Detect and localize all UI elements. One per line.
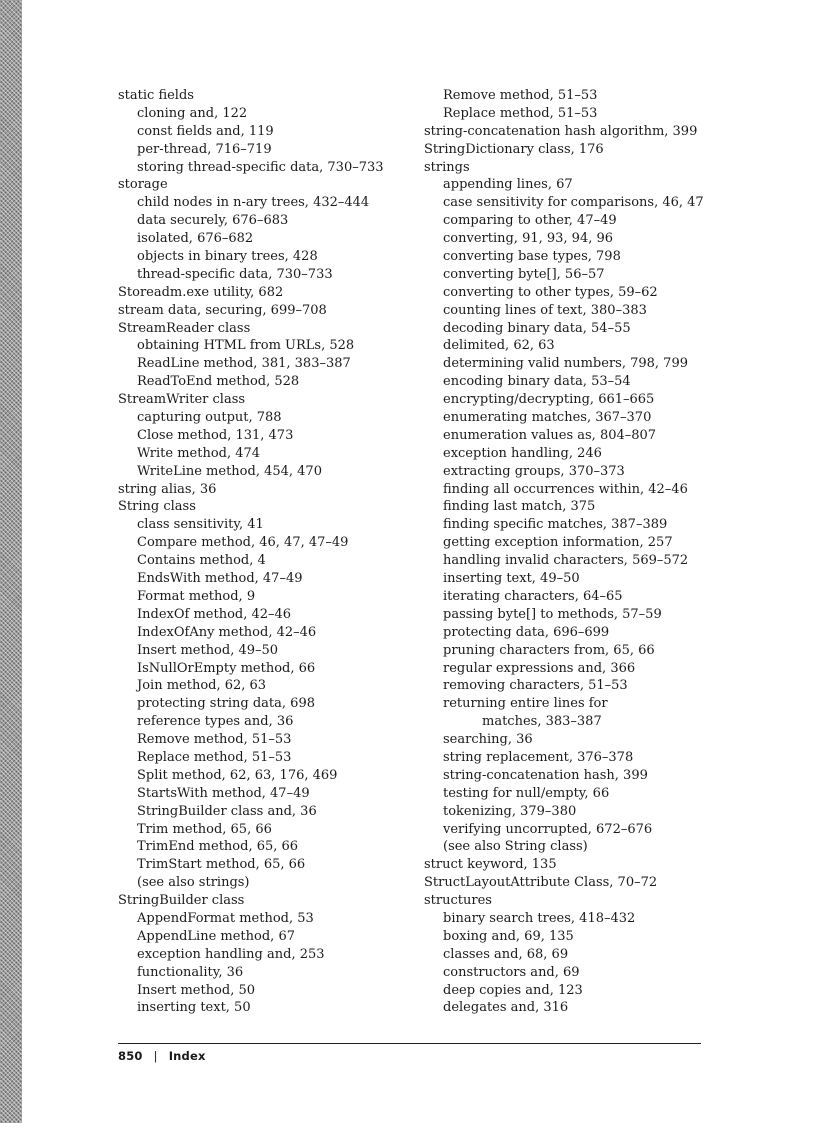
index-subentry: iterating characters, 64–65 (443, 588, 623, 604)
index-subentry: storing thread-specific data, 730–733 (137, 159, 384, 175)
footer-separator: | (153, 1049, 158, 1063)
index-subentry: obtaining HTML from URLs, 528 (137, 338, 355, 354)
index-subentry: deep copies and, 123 (443, 982, 583, 998)
index-subentry: TrimStart method, 65, 66 (137, 857, 306, 873)
index-subentry: finding last match, 375 (443, 499, 596, 515)
index-subentry: reference types and, 36 (137, 714, 294, 730)
index-entry: StringDictionary class, 176 (424, 141, 604, 157)
page-number: 850 (118, 1049, 143, 1063)
index-subentry: Join method, 62, 63 (137, 678, 267, 694)
index-subentry: converting byte[], 56–57 (443, 266, 605, 282)
index-subentry: Replace method, 51–53 (443, 105, 598, 121)
index-subentry: appending lines, 67 (443, 177, 573, 193)
index-subentry: string replacement, 376–378 (443, 749, 634, 765)
index-subentry: data securely, 676–683 (137, 213, 289, 229)
index-subentry: Format method, 9 (137, 588, 256, 604)
index-entry: Storeadm.exe utility, 682 (118, 284, 284, 300)
index-subentry: passing byte[] to methods, 57–59 (443, 606, 662, 622)
index-subentry: Write method, 474 (137, 445, 261, 461)
index-subentry: classes and, 68, 69 (443, 946, 569, 962)
index-entry: string-concatenation hash algorithm, 399 (424, 123, 698, 139)
index-subentry: AppendLine method, 67 (137, 928, 295, 944)
index-subentry: AppendFormat method, 53 (137, 910, 314, 926)
index-entry: StringBuilder class (118, 893, 245, 909)
index-subentry: Remove method, 51–53 (443, 88, 598, 103)
index-column-right (424, 87, 724, 1017)
index-subentry: case sensitivity for comparisons, 46, 47 (443, 195, 704, 211)
index-subentry: encrypting/decrypting, 661–665 (443, 392, 655, 408)
index-subentry: boxing and, 69, 135 (443, 928, 574, 944)
index-subentry: protecting string data, 698 (137, 696, 315, 712)
index-subentry: StartsWith method, 47–49 (137, 785, 310, 801)
index-subentry: converting, 91, 93, 94, 96 (443, 231, 614, 247)
index-subentry: Split method, 62, 63, 176, 469 (137, 767, 338, 783)
index-subentry: finding all occurrences within, 42–46 (443, 481, 688, 497)
index-subentry: ReadToEnd method, 528 (137, 374, 300, 390)
index-subentry: EndsWith method, 47–49 (137, 571, 303, 587)
index-column-left (118, 87, 418, 1017)
index-subentry: handling invalid characters, 569–572 (443, 553, 689, 569)
index-subentry: Replace method, 51–53 (137, 749, 292, 765)
index-subentry: enumeration values as, 804–807 (443, 427, 657, 443)
index-subentry: delimited, 62, 63 (443, 338, 555, 354)
index-subentry: const fields and, 119 (137, 123, 274, 139)
index-subentry: objects in binary trees, 428 (137, 249, 318, 265)
index-entry: stream data, securing, 699–708 (118, 302, 327, 318)
index-subentry: converting to other types, 59–62 (443, 284, 658, 300)
footer-rule (118, 1043, 701, 1044)
index-subentry: StringBuilder class and, 36 (137, 803, 317, 819)
index-subentry: child nodes in n-ary trees, 432–444 (137, 195, 370, 211)
index-entry: StructLayoutAttribute Class, 70–72 (424, 875, 658, 891)
index-subentry: cloning and, 122 (137, 105, 248, 121)
index-entry: struct keyword, 135 (424, 857, 557, 873)
index-subentry: IsNullOrEmpty method, 66 (137, 660, 316, 676)
index-subentry: comparing to other, 47–49 (443, 213, 617, 229)
index-subentry: class sensitivity, 41 (137, 517, 264, 533)
index-subentry: finding specific matches, 387–389 (443, 517, 668, 533)
index-subentry: binary search trees, 418–432 (443, 910, 636, 926)
index-subentry: IndexOfAny method, 42–46 (137, 624, 317, 640)
index-subentry: getting exception information, 257 (443, 535, 673, 551)
index-subentry: delegates and, 316 (443, 1000, 569, 1016)
index-entry: storage (118, 177, 168, 193)
index-entry: String class (118, 499, 196, 515)
index-subentry: pruning characters from, 65, 66 (443, 642, 655, 658)
scan-binding-edge (0, 0, 22, 1123)
index-subentry: Insert method, 49–50 (137, 642, 279, 658)
page-footer (118, 1049, 206, 1063)
index-subentry: removing characters, 51–53 (443, 678, 628, 694)
index-subentry: inserting text, 50 (137, 1000, 251, 1016)
index-subentry: extracting groups, 370–373 (443, 463, 625, 479)
index-subentry: Contains method, 4 (137, 553, 266, 569)
index-subentry: determining valid numbers, 798, 799 (443, 356, 688, 372)
index-subentry: Insert method, 50 (137, 982, 256, 998)
index-subentry: searching, 36 (443, 732, 533, 748)
index-subentry: enumerating matches, 367–370 (443, 410, 652, 426)
index-subentry: capturing output, 788 (137, 410, 282, 426)
index-subentry: isolated, 676–682 (137, 231, 254, 247)
index-subentry: Remove method, 51–53 (137, 732, 292, 748)
index-entry: StreamReader class (118, 320, 251, 336)
index-subentry: (see also String class) (443, 839, 588, 855)
index-subentry: verifying uncorrupted, 672–676 (443, 821, 653, 837)
index-subentry: per-thread, 716–719 (137, 141, 272, 157)
index-subentry: tokenizing, 379–380 (443, 803, 577, 819)
index-subentry: counting lines of text, 380–383 (443, 302, 647, 318)
index-subentry: (see also strings) (137, 875, 250, 891)
index-subentry: encoding binary data, 53–54 (443, 374, 631, 390)
index-subentry: Close method, 131, 473 (137, 427, 294, 443)
index-subentry: testing for null/empty, 66 (443, 785, 610, 801)
index-subentry: TrimEnd method, 65, 66 (137, 839, 299, 855)
index-subentry: exception handling, 246 (443, 445, 602, 461)
index-entry: structures (424, 893, 492, 909)
index-subentry: Trim method, 65, 66 (137, 821, 272, 837)
index-subentry: exception handling and, 253 (137, 946, 325, 962)
index-subentry: inserting text, 49–50 (443, 571, 580, 587)
index-entry: strings (424, 159, 470, 175)
index-entry: string alias, 36 (118, 481, 217, 497)
index-subentry: regular expressions and, 366 (443, 660, 636, 676)
index-subentry: WriteLine method, 454, 470 (137, 463, 322, 479)
index-subentry: thread-specific data, 730–733 (137, 266, 333, 282)
index-subentry: functionality, 36 (137, 964, 244, 980)
index-subentry: converting base types, 798 (443, 249, 621, 265)
index-subentry: returning entire lines for (443, 696, 608, 712)
index-subentry: matches, 383–387 (482, 714, 602, 730)
index-subentry: ReadLine method, 381, 383–387 (137, 356, 351, 372)
index-subentry: string-concatenation hash, 399 (443, 767, 648, 783)
index-subentry: decoding binary data, 54–55 (443, 320, 631, 336)
index-entry: static fields (118, 88, 194, 103)
index-subentry: protecting data, 696–699 (443, 624, 610, 640)
index-subentry: constructors and, 69 (443, 964, 580, 980)
section-title: Index (168, 1049, 206, 1063)
index-entry: StreamWriter class (118, 392, 246, 408)
index-subentry: Compare method, 46, 47, 47–49 (137, 535, 349, 551)
index-subentry: IndexOf method, 42–46 (137, 606, 292, 622)
